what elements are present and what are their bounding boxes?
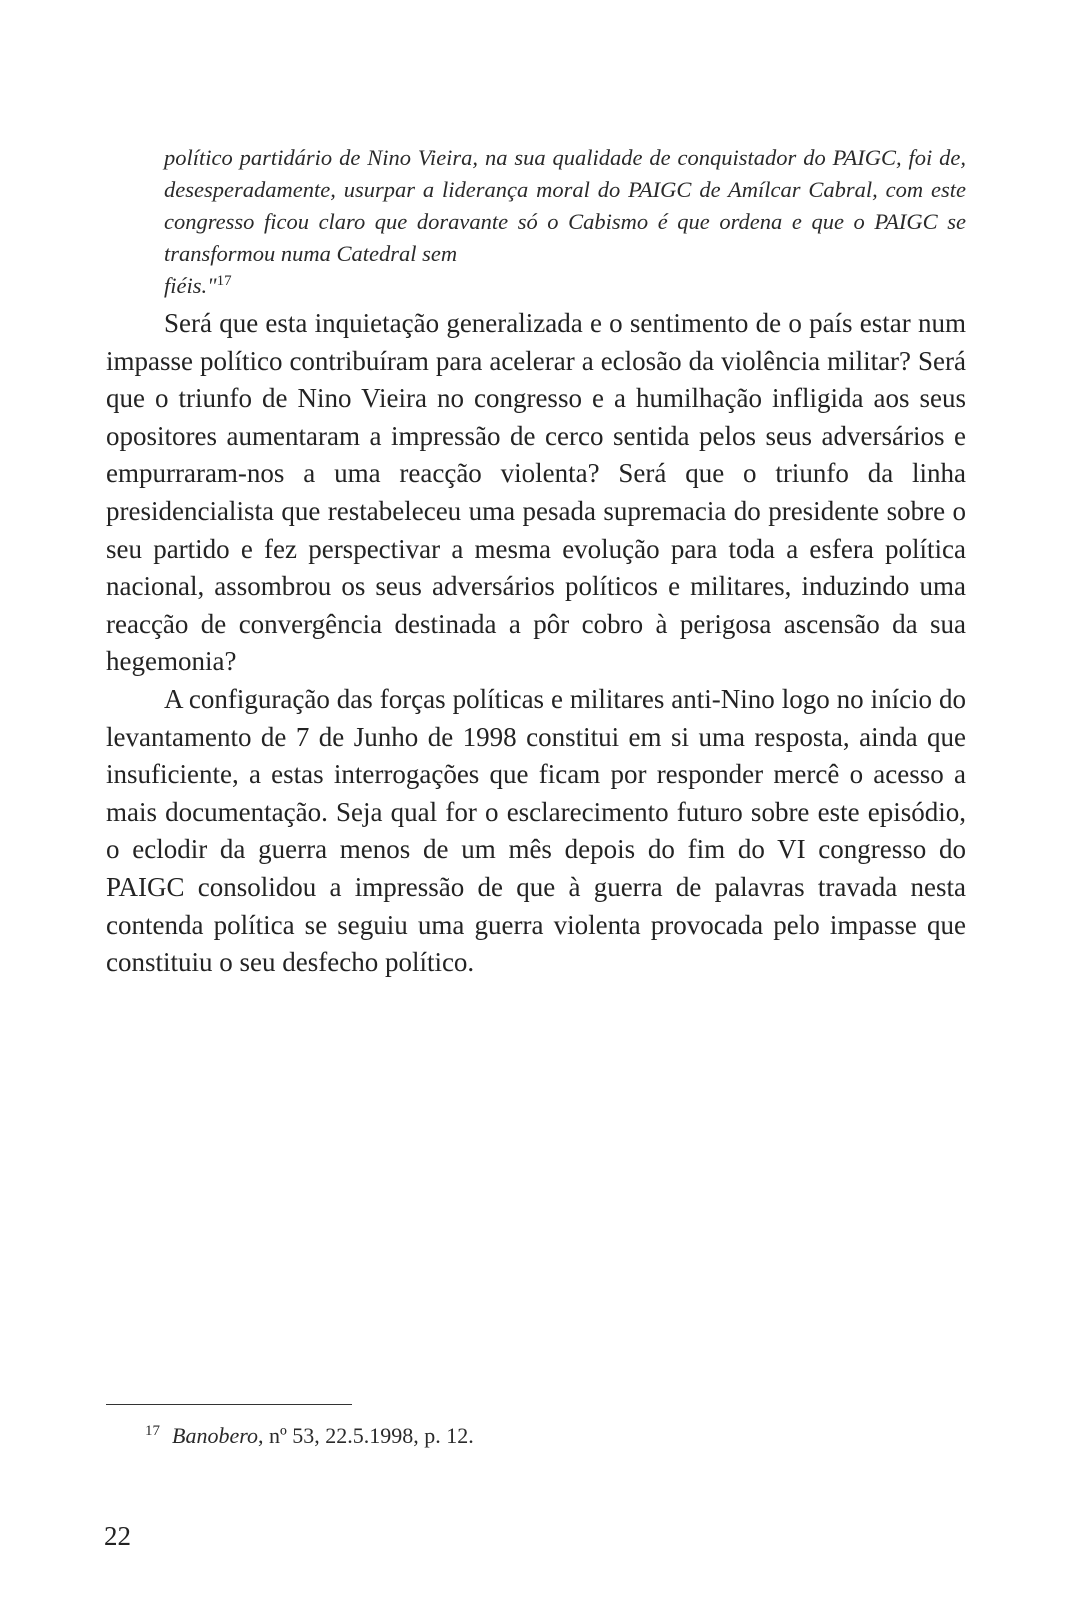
footnote — [145, 1421, 474, 1451]
quote-line: político partidário de Nino Vieira, na sua qualidade de conquistador do — [164, 145, 826, 170]
body-text — [106, 142, 966, 982]
quote-line: de Amílcar Cabral, com este congresso ficou claro que doravante só o — [164, 177, 967, 234]
footnote-reference: 17 — [216, 273, 232, 289]
footnote-number: 17 — [145, 1423, 160, 1439]
footnote-divider — [106, 1404, 352, 1405]
footnote-details: , nº 53, 22.5.1998, p. 12. — [257, 1423, 474, 1448]
footnote-source: Banobero — [172, 1423, 258, 1448]
page-number: 22 — [104, 1521, 131, 1551]
paragraph: Será que esta inquietação generalizada e o sentimento de o país estar num impasse político contribuíram para acelerar a eclosão da violência militar? Será que o triunfo de Nino Vieira no congresso e a humilhação infligida aos seus opositores aumentaram a impressão de cerco sentida pelos seus adversários e empurraram-nos a uma reacção violenta? Será que o triunfo da linha presidencialista que restabeleceu uma pesada supremacia do presidente sobre o seu partido e fez perspectivar a mesma evolução para toda a esfera política nacional, assombrou os seus adversários políticos e militares, induzindo uma reacção de convergência destinada a pôr cobro à perigosa ascensão da sua hegemonia? — [106, 308, 966, 677]
quote-line: Cabismo é que ordena e que o PAIGC se transformou numa Catedral sem — [164, 209, 967, 266]
block-quote — [106, 142, 966, 302]
paragraph: A configuração das forças políticas e militares anti-Nino logo no início do levantamento de 7 de Junho de 1998 constitui em si uma resposta, ainda que insuficiente, a estas interrogações que ficam por responder mercê o acesso a mais documentação. Seja qual for o esclarecimento futuro sobre este episódio, o eclodir da guerra menos de um mês depois do fim do VI congresso do PAIGC consolidou a impressão de que à guerra de palavras travada nesta contenda política se seguiu uma guerra violenta provocada pelo impasse que constituiu o seu desfecho político. — [106, 683, 966, 978]
quote-line: fiéis." — [164, 273, 217, 298]
quote-line: PAIGC, foi de, desesperadamente, usurpar a liderança moral do PAIGC — [164, 145, 967, 202]
